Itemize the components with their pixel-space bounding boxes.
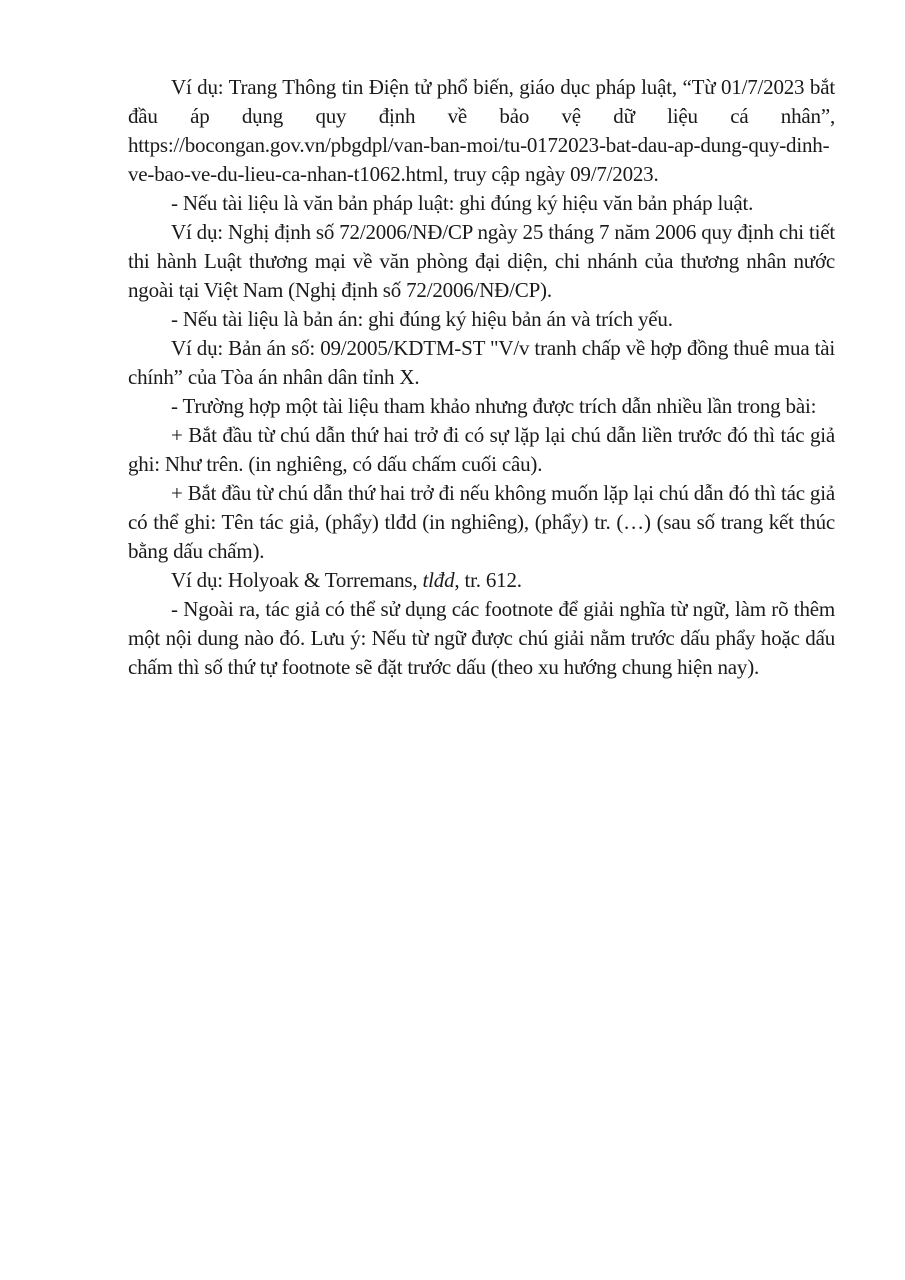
- paragraph-example-decree-citation: [128, 218, 835, 305]
- paragraph-note-footnote-usage: [128, 595, 835, 682]
- paragraph-rule-nhu-tren: [128, 421, 835, 479]
- paragraph-example-tldd-citation: [128, 566, 835, 595]
- paragraph-rule-repeated-reference: [128, 392, 835, 421]
- text-run: Ví dụ: Bản án số: 09/2005/KDTM-ST "V/v tranh chấp về hợp đồng thuê mua tài chính” của Tòa án nhân dân tỉnh X.: [128, 336, 835, 389]
- paragraph-rule-legal-document: [128, 189, 835, 218]
- text-run: - Nếu tài liệu là bản án: ghi đúng ký hiệu bản án và trích yếu.: [171, 307, 673, 331]
- text-run: , tr. 612.: [454, 568, 522, 592]
- document-body: [128, 73, 835, 682]
- text-run: - Trường hợp một tài liệu tham khảo nhưng được trích dẫn nhiều lần trong bài:: [171, 394, 817, 418]
- text-run: Ví dụ: Nghị định số 72/2006/NĐ/CP ngày 25 tháng 7 năm 2006 quy định chi tiết thi hành Luật thương mại về văn phòng đại diện, chi nhánh của thương nhân nước ngoài tại Việt Nam (Nghị định số 72/2006/NĐ/CP).: [128, 220, 835, 302]
- text-run: Ví dụ: Trang Thông tin Điện tử phổ biến, giáo dục pháp luật, “Từ 01/7/2023 bắt đầu áp dụng quy định về bảo vệ dữ liệu cá nhân”, https://bocongan.gov.vn/pbgdpl/van-ban-moi/tu-0172023-bat-dau-ap-dung-quy-dinh-ve-bao-ve-du-lieu-ca-nhan-t1062.html, truy cập ngày 09/7/2023.: [128, 75, 835, 186]
- text-run: Ví dụ: Holyoak & Torremans,: [171, 568, 423, 592]
- italic-text-run: tlđd: [422, 568, 455, 592]
- paragraph-rule-court-judgment: [128, 305, 835, 334]
- text-run: + Bắt đầu từ chú dẫn thứ hai trở đi có sự lặp lại chú dẫn liền trước đó thì tác giả ghi: Như trên. (in nghiêng, có dấu chấm cuối câu).: [128, 423, 835, 476]
- text-run: - Ngoài ra, tác giả có thể sử dụng các footnote để giải nghĩa từ ngữ, làm rõ thêm một nội dung nào đó. Lưu ý: Nếu từ ngữ được chú giải nằm trước dấu phẩy hoặc dấu chấm thì số thứ tự footnote sẽ đặt trước dấu (theo xu hướng chung hiện nay).: [128, 597, 835, 679]
- paragraph-example-judgment-citation: [128, 334, 835, 392]
- text-run: - Nếu tài liệu là văn bản pháp luật: ghi đúng ký hiệu văn bản pháp luật.: [171, 191, 754, 215]
- text-run: + Bắt đầu từ chú dẫn thứ hai trở đi nếu không muốn lặp lại chú dẫn đó thì tác giả có thể ghi: Tên tác giả, (phẩy) tlđd (in nghiêng), (phẩy) tr. (…) (sau số trang kết thúc bằng dấu chấm).: [128, 481, 835, 563]
- paragraph-example-website-citation: [128, 73, 835, 189]
- paragraph-rule-tldd: [128, 479, 835, 566]
